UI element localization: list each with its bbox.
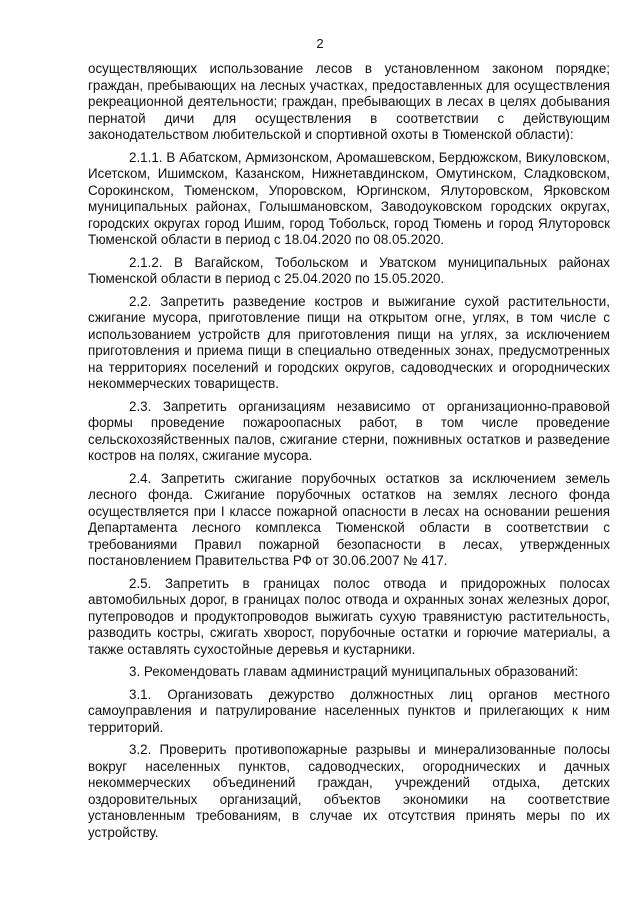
paragraph-2-4: 2.4. Запретить сжигание порубочных остатков за исключением земель лесного фонда. Сжигание порубочных остатков на землях лесного фонда осуществляется при I классе пожарной опасности в лесах на основании решения Департамента лесного комплекса Тюменской области в соответствии с требованиями Правил пожарной безопасности в лесах, утвержденных постановлением Правительства РФ от 30.06.2007 № 417. — [88, 470, 610, 568]
paragraph-3-1: 3.1. Организовать дежурство должностных лиц органов местного самоуправления и патрулирование населенных пунктов и прилегающих к ним территорий. — [88, 686, 610, 735]
paragraph-2-1-2: 2.1.2. В Вагайском, Тобольском и Уватском муниципальных районах Тюменской области в период с 25.04.2020 по 15.05.2020. — [88, 254, 610, 286]
page-number: 2 — [316, 36, 324, 51]
paragraph-2-5: 2.5. Запретить в границах полос отвода и придорожных полосах автомобильных дорог, в границах полос отвода и охранных зонах железных дорог, путепроводов и продуктопроводов выжигать сухую травянистую растительность, разводить костры, сжигать хворост, порубочные остатки и горючие материалы, а также оставлять сухостойные деревья и кустарники. — [88, 575, 610, 657]
paragraph-3: 3. Рекомендовать главам администраций муниципальных образований: — [129, 664, 579, 679]
paragraph-2-3: 2.3. Запретить организациям независимо от организационно-правовой формы проведение пожароопасных работ, в том числе проведение сельскохозяйственных палов, сжигание стерни, пожнивных остатков и разведение костров на полях, сжигание мусора. — [88, 398, 610, 463]
paragraph-3-2: 3.2. Проверить противопожарные разрывы и минерализованные полосы вокруг населенных пунктов, садоводческих, огороднических и дачных некоммерческих объединений граждан, учреждений отдыха, детских оздоровительных организаций, объектов экономики на соответствие установленным требованиям, в случае их отсутствия принять меры по их устройству. — [88, 742, 610, 840]
document-body — [88, 61, 610, 847]
paragraph-continuation: осуществляющих использование лесов в установленном законом порядке; граждан, пребывающих на лесных участках, предоставленных для осуществления рекреационной деятельности; граждан, пребывающих в лесах в целях добывания пернатой дичи для осуществления в соответствии с действующим законодательством любительской и спортивной охоты в Тюменской области): — [88, 61, 610, 142]
paragraph-2-1-1: 2.1.1. В Абатском, Армизонском, Аромашевском, Бердюжском, Викуловском, Исетском, Ишимском, Казанском, Нижнетавдинском, Омутинском, Сладковском, Сорокинском, Тюменском, Упоровском, Юргинском, Ялуторовском, Ярковском муниципальных районах, Голышмановском, Заводоуковском городских округах, городских округах город Ишим, город Тобольск, город Тюмень и город Ялуторовск Тюменской области в период с 18.04.2020 по 08.05.2020. — [88, 149, 610, 247]
paragraph-2-2: 2.2. Запретить разведение костров и выжигание сухой растительности, сжигание мусора, приготовление пищи на открытом огне, углях, в том числе с использованием устройств для приготовления пищи на углях, за исключением приготовления и приема пищи в специально отведенных зонах, предусмотренных на территориях поселений и городских округов, садоводческих и огороднических некоммерческих товариществ. — [88, 293, 610, 391]
